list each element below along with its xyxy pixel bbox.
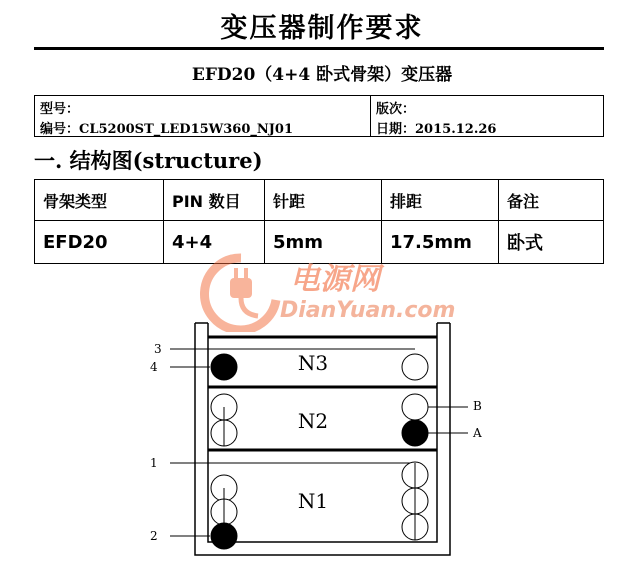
table-header-row xyxy=(35,180,604,221)
wire-end-circle xyxy=(402,354,428,380)
code-label: 编号： xyxy=(40,122,80,137)
value-cell: EFD20 xyxy=(35,221,164,264)
value-cell: 17.5mm xyxy=(382,221,499,264)
wire-start-dot xyxy=(402,420,428,446)
pin-b-label: B xyxy=(473,399,482,413)
value-cell: 4+4 xyxy=(164,221,265,264)
header-cell: 备注 xyxy=(499,180,604,221)
date-row xyxy=(376,118,496,137)
plug-pin-icon xyxy=(244,268,248,278)
winding-n2-label: N2 xyxy=(297,409,329,433)
document-subtitle: EFD20（4+4 卧式骨架）变压器 xyxy=(191,65,453,85)
date-value: 2015.12.26 xyxy=(415,122,497,137)
section-heading: 一. 结构图(structure) xyxy=(34,148,263,173)
code-row xyxy=(40,118,293,137)
wire-start-dot xyxy=(211,523,237,549)
plug-pin-icon xyxy=(234,268,238,278)
date-label: 日期： xyxy=(376,122,416,137)
winding-n1-label: N1 xyxy=(297,489,329,513)
winding-n3-label: N3 xyxy=(297,351,329,375)
version-label: 版次： xyxy=(376,102,416,117)
watermark-en: DianYuan.com xyxy=(280,298,456,323)
header-cell: PIN 数目 xyxy=(164,180,265,221)
value-cell: 卧式 xyxy=(499,221,604,264)
pin-3-label: 3 xyxy=(154,342,162,356)
plug-icon xyxy=(230,278,252,298)
winding-diagram xyxy=(140,305,520,567)
code-value: CL5200ST_LED15W360_NJ01 xyxy=(79,122,294,137)
pin-1-label: 1 xyxy=(150,456,158,470)
value-cell: 5mm xyxy=(265,221,382,264)
watermark-cn: 电源网 xyxy=(290,262,380,297)
header-cell: 针距 xyxy=(265,180,382,221)
pin-2-label: 2 xyxy=(150,529,158,543)
model-label: 型号： xyxy=(40,102,80,117)
document-title: 变压器制作要求 xyxy=(220,13,424,44)
header-cell: 骨架类型 xyxy=(35,180,164,221)
header-cell: 排距 xyxy=(382,180,499,221)
wire-end-circle xyxy=(402,394,428,420)
title-rule xyxy=(34,47,604,50)
info-divider xyxy=(370,95,371,137)
spec-table xyxy=(34,179,604,264)
pin-4-label: 4 xyxy=(150,360,158,374)
pin-a-label: A xyxy=(473,426,482,440)
wire-start-dot xyxy=(211,354,237,380)
